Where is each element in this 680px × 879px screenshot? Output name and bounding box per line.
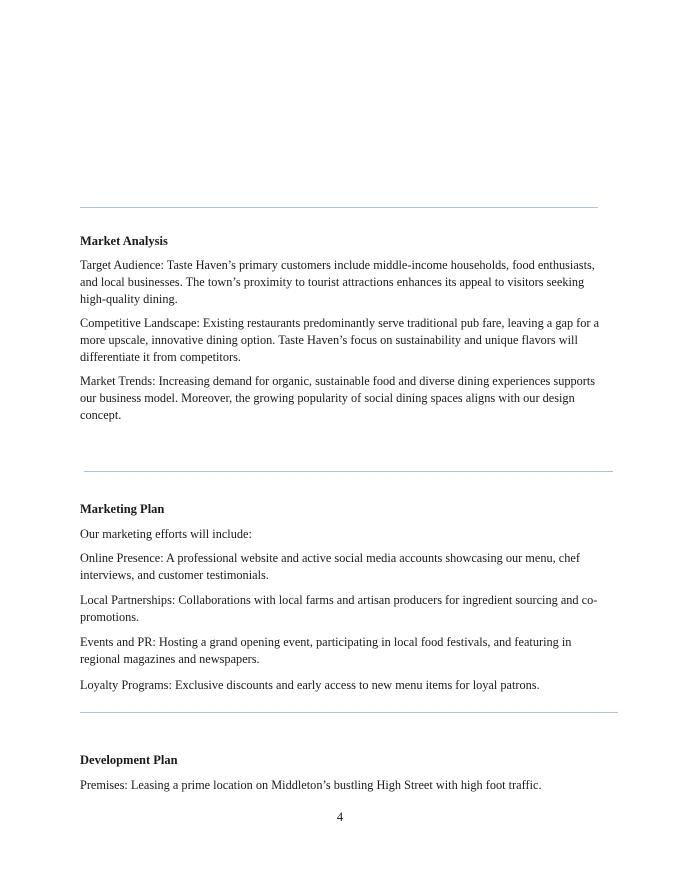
section-heading-marketing-plan: Marketing Plan bbox=[80, 502, 165, 516]
section-divider bbox=[80, 207, 598, 208]
section-heading-market-analysis: Market Analysis bbox=[80, 234, 168, 248]
paragraph-online-presence: Online Presence: A professional website and active social media accounts showcasing our menu, chef interviews, and customer testimonials. bbox=[80, 551, 580, 582]
paragraph-target-audience: Target Audience: Taste Haven’s primary customers include middle-income households, food enthusiasts, and local businesses. The town’s proximity to tourist attractions enhances its appeal to visitors seeking high-quality dining. bbox=[80, 258, 595, 306]
paragraph-competitive-landscape: Competitive Landscape: Existing restaurants predominantly serve traditional pub fare, leaving a gap for a more upscale, innovative dining option. Taste Haven’s focus on sustainability and unique flavors will differentiate it from competitors. bbox=[80, 316, 600, 364]
page-number: 4 bbox=[336, 810, 344, 824]
paragraph-market-trends: Market Trends: Increasing demand for organic, sustainable food and diverse dining experiences supports our business model. Moreover, the growing popularity of social dining spaces aligns with our design concept. bbox=[80, 374, 596, 422]
paragraph-marketing-intro: Our marketing efforts will include: bbox=[80, 527, 252, 541]
section-divider bbox=[80, 712, 618, 713]
paragraph-local-partnerships: Local Partnerships: Collaborations with local farms and artisan producers for ingredient sourcing and co-promotions. bbox=[80, 593, 598, 624]
section-heading-development-plan: Development Plan bbox=[80, 753, 178, 767]
paragraph-loyalty-programs: Loyalty Programs: Exclusive discounts and early access to new menu items for loyal patrons. bbox=[80, 678, 540, 692]
section-divider bbox=[84, 471, 613, 472]
paragraph-events-pr: Events and PR: Hosting a grand opening event, participating in local food festivals, and featuring in regional magazines and newspapers. bbox=[80, 635, 572, 666]
paragraph-premises: Premises: Leasing a prime location on Middleton’s bustling High Street with high foot traffic. bbox=[80, 778, 542, 792]
